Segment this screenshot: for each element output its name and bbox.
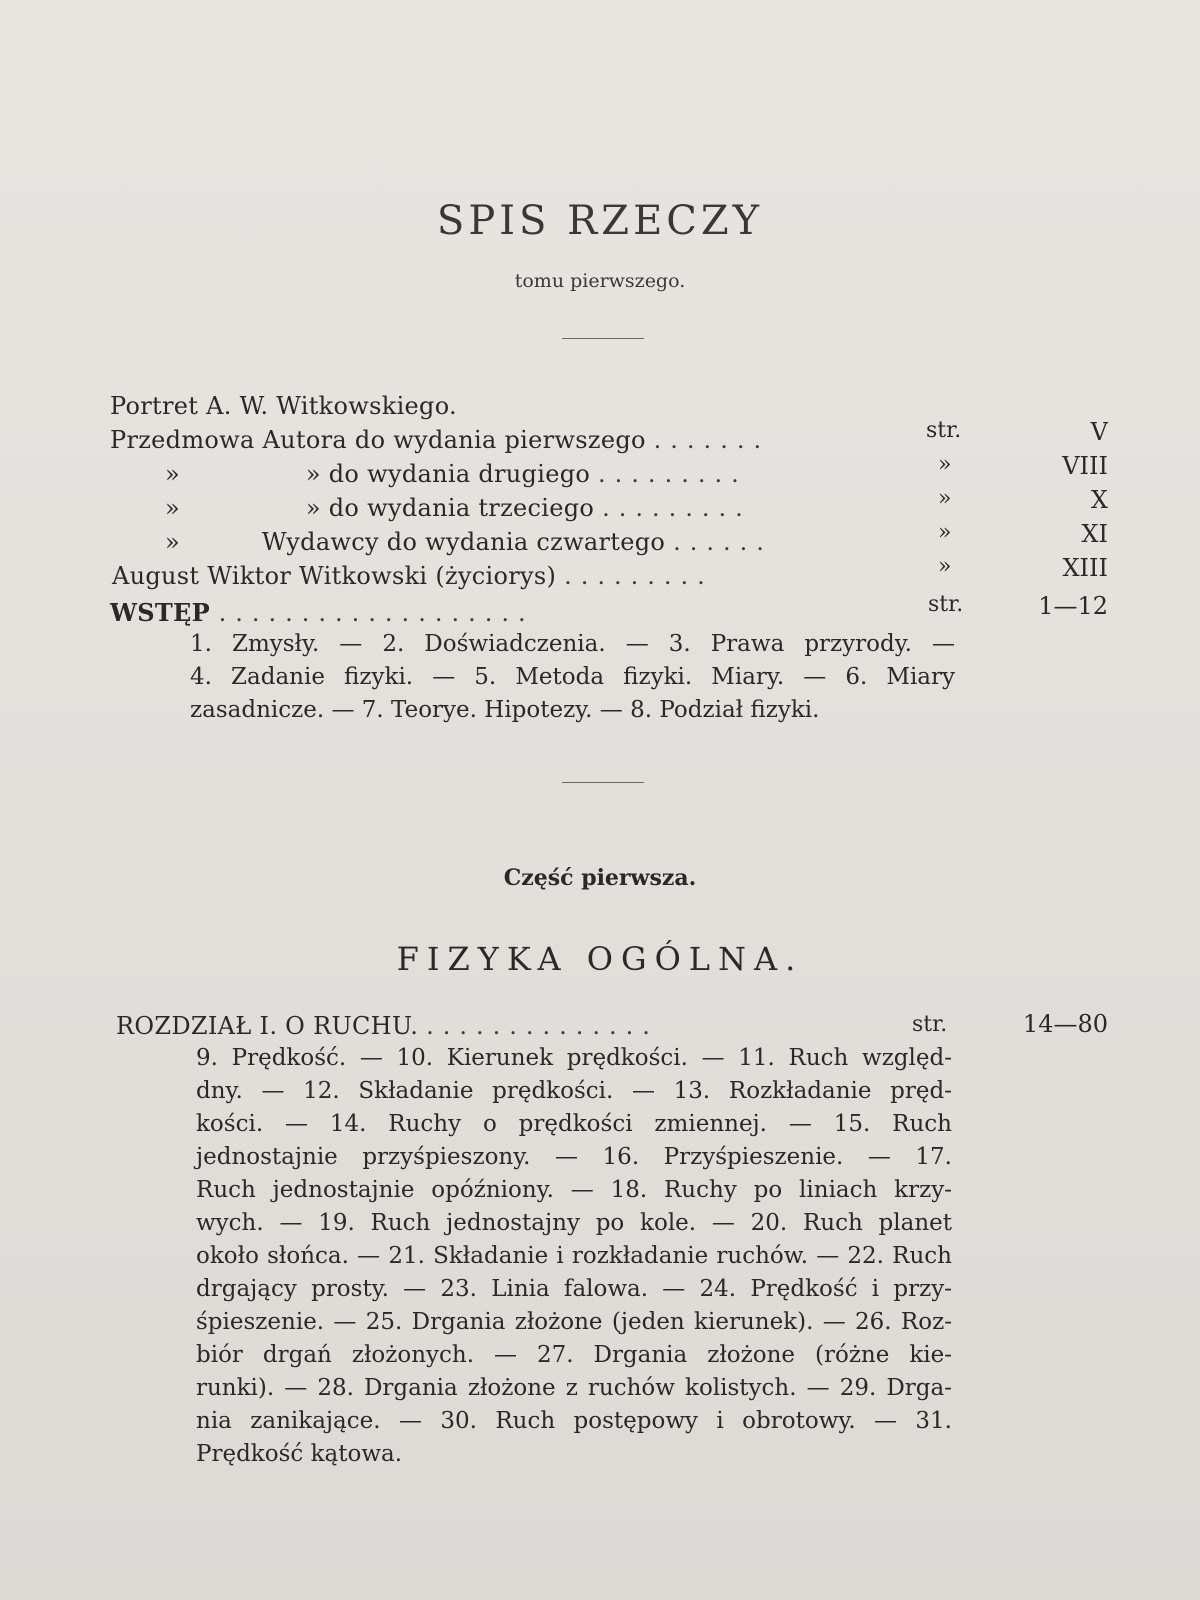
page-ref: X	[1090, 486, 1108, 514]
str-label: »	[938, 520, 952, 545]
topic-line: Prędkość kątowa.	[196, 1441, 403, 1467]
page-ref: XIII	[1062, 554, 1108, 582]
topic-line: śpieszenie. — 25. Drgania złożone (jeden kierunek). — 26. Roz-	[196, 1309, 952, 1335]
page-ref: V	[1090, 418, 1108, 446]
topic-line: Ruch jednostajnie opóźniony. — 18. Ruchy po liniach krzy-	[196, 1177, 952, 1203]
leader-dots: .......	[653, 426, 771, 454]
divider	[562, 338, 644, 339]
toc-entry-label: » do wydania drugiego	[305, 460, 591, 488]
topic-line: kości. — 14. Ruchy o prędkości zmiennej. — 15. Ruch	[196, 1111, 952, 1137]
intro-topics	[190, 628, 955, 727]
toc-entry-chapter-1	[116, 1012, 659, 1040]
topic-line: biór drgań złożonych. — 27. Drgania złożone (różne kie-	[196, 1342, 952, 1368]
topic-line: 9. Prędkość. — 10. Kierunek prędkości. — 11. Ruch względ-	[196, 1045, 952, 1071]
topic-line: dny. — 12. Składanie prędkości. — 13. Rozkładanie pręd-	[196, 1078, 952, 1104]
toc-entry-label: Portret A. W. Witkowskiego.	[110, 392, 457, 420]
topic-line: 4. Zadanie fizyki. — 5. Metoda fizyki. Miary. — 6. Miary	[190, 664, 955, 690]
toc-entry-label: ROZDZIAŁ I. O RUCHU.	[116, 1012, 419, 1040]
toc-entry-intro	[110, 598, 535, 627]
topic-line: zasadnicze. — 7. Teorye. Hipotezy. — 8. Podział fizyki.	[190, 697, 820, 723]
topic-line: około słońca. — 21. Składanie i rozkładanie ruchów. — 22. Ruch	[196, 1243, 952, 1269]
toc-entry-label: WSTĘP	[110, 598, 210, 627]
page-ref: XI	[1081, 520, 1108, 548]
toc-entry-biography	[112, 562, 714, 590]
page-ref: VIII	[1062, 452, 1108, 480]
topic-line: runki). — 28. Drgania złożone z ruchów kolistych. — 29. Drga-	[196, 1375, 952, 1401]
leader-dots: .........	[602, 494, 752, 522]
chapter-topics	[196, 1042, 952, 1471]
toc-entry-label: Wydawcy do wydania czwartego	[261, 528, 666, 556]
str-label: str.	[912, 1012, 948, 1037]
str-label: »	[938, 554, 952, 579]
toc-entry-preface-first	[110, 426, 770, 454]
toc-entry-label: » do wydania trzeciego	[305, 494, 595, 522]
topic-line: 1. Zmysły. — 2. Doświadczenia. — 3. Prawa przyrody. —	[190, 631, 955, 657]
topic-line: nia zanikające. — 30. Ruch postępowy i obrotowy. — 31.	[196, 1408, 952, 1434]
page-ref: 14—80	[1022, 1010, 1108, 1038]
toc-entry-preface-fourth	[165, 528, 773, 556]
toc-entry-label: Przedmowa Autora do wydania pierwszego	[110, 426, 646, 454]
page-subtitle: tomu pierwszego.	[514, 270, 686, 292]
ditto-mark: »	[165, 528, 180, 556]
page-ref: 1—12	[1038, 592, 1108, 620]
ditto-mark: »	[165, 460, 180, 488]
leader-dots: .........	[564, 562, 714, 590]
page-title: SPIS RZECZY	[436, 198, 764, 244]
toc-entry-preface-third	[165, 494, 752, 522]
toc-entry-label: August Wiktor Witkowski (życiorys)	[112, 562, 557, 590]
str-label: »	[938, 486, 952, 511]
topic-line: jednostajnie przyśpieszony. — 16. Przyśpieszenie. — 17.	[196, 1144, 952, 1170]
toc-entry-preface-second	[165, 460, 748, 488]
leader-dots: .........	[598, 460, 748, 488]
divider	[562, 782, 644, 783]
leader-dots: ......	[673, 528, 773, 556]
part-heading: Część pierwsza.	[503, 865, 697, 891]
topic-line: drgający prosty. — 23. Linia falowa. — 24. Prędkość i przy-	[196, 1276, 952, 1302]
topic-line: wych. — 19. Ruch jednostajny po kole. — 20. Ruch planet	[196, 1210, 952, 1236]
str-label: str.	[928, 592, 964, 617]
toc-entry-portrait	[110, 392, 457, 420]
leader-dots: ..............	[426, 1012, 659, 1040]
str-label: str.	[926, 418, 962, 443]
section-heading: FIZYKA OGÓLNA.	[396, 940, 804, 978]
ditto-mark: »	[165, 494, 180, 522]
str-label: »	[938, 452, 952, 477]
leader-dots: ...................	[218, 599, 535, 627]
